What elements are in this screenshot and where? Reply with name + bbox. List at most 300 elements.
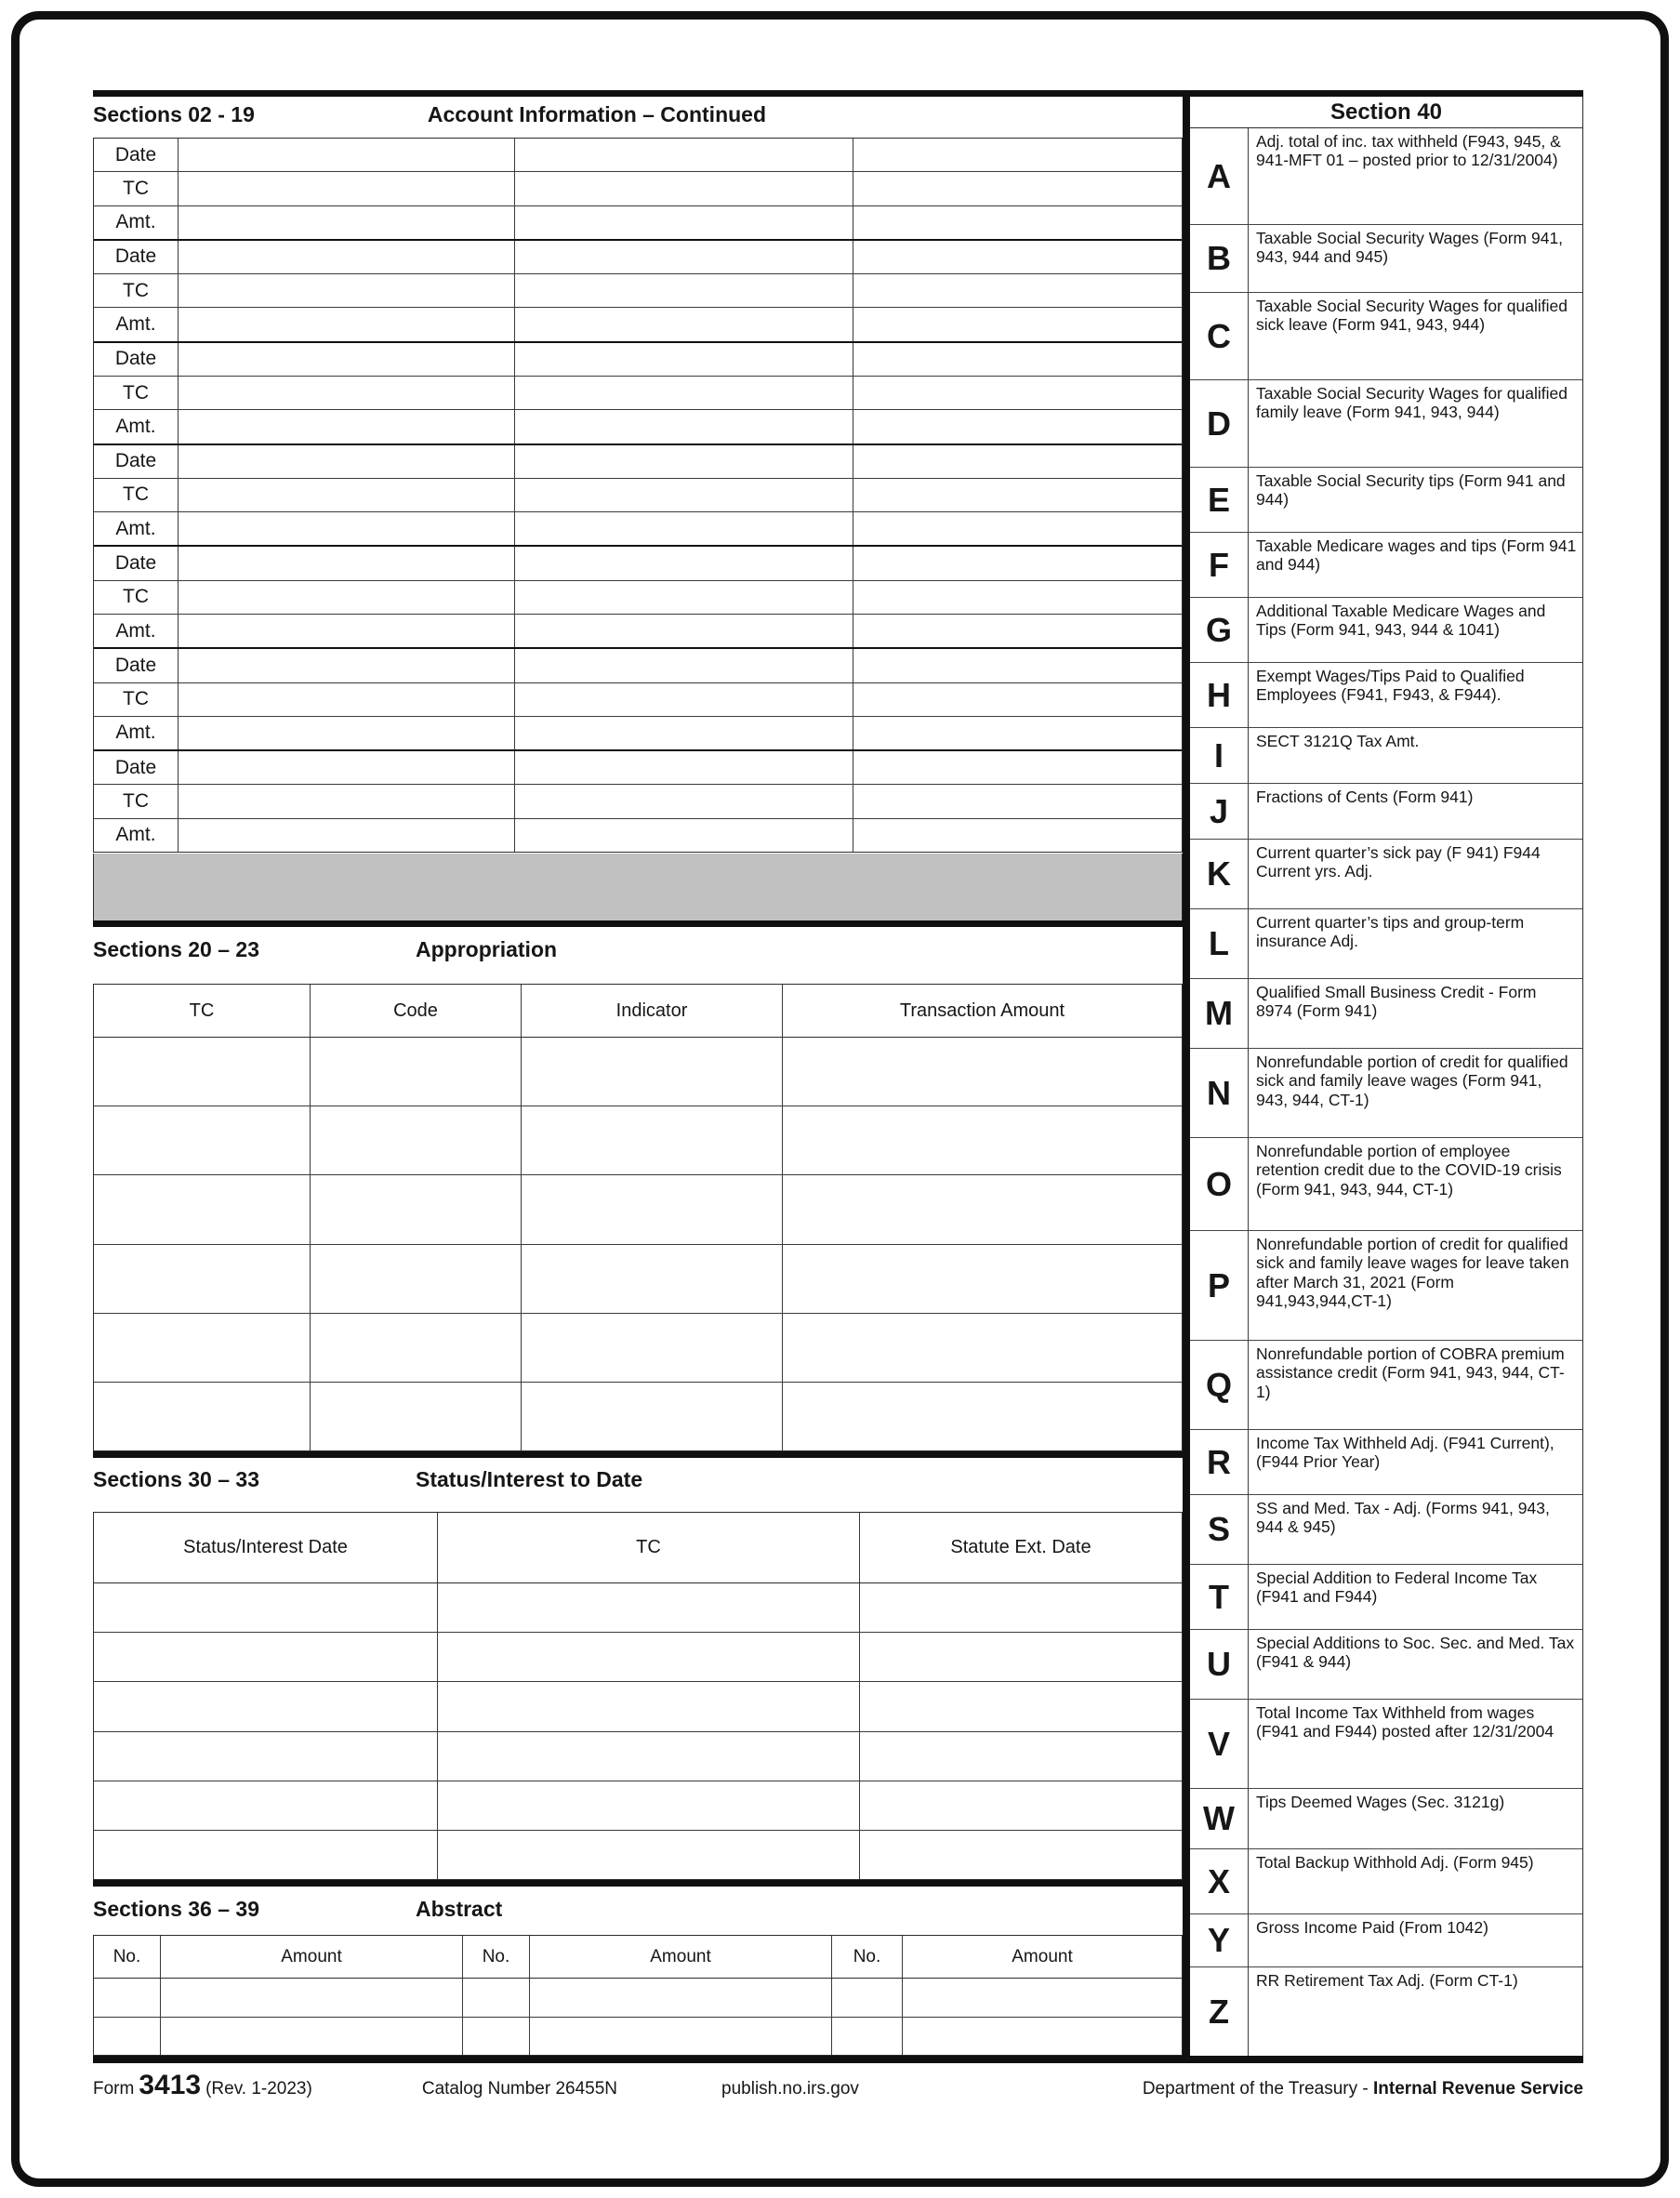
table-row — [94, 1175, 1182, 1244]
table-row — [94, 2018, 1182, 2056]
row-label: Amt. — [115, 619, 156, 642]
row-description: SS and Med. Tax - Adj. (Forms 941, 943, 944 & 945) — [1248, 1495, 1582, 1564]
table-row — [94, 547, 1182, 580]
row-letter: P — [1207, 1265, 1230, 1304]
section-40-title: Section 40 — [1190, 97, 1582, 128]
amt-cell — [853, 717, 1182, 749]
row-label: TC — [123, 688, 149, 710]
row-letter: Y — [1207, 1921, 1230, 1959]
date-cell — [514, 241, 853, 273]
row-letter: D — [1207, 404, 1231, 443]
date-cell — [853, 445, 1182, 478]
publish-website: publish.no.irs.gov — [721, 2079, 859, 2099]
transaction-amount-cell — [782, 1175, 1182, 1243]
amount-cell — [160, 2018, 462, 2056]
date-cell — [178, 139, 514, 171]
row-description: Exempt Wages/Tips Paid to Qualified Employees (F941, F943, & F944). — [1248, 663, 1582, 727]
amt-cell — [514, 717, 853, 749]
status-interest-date-cell — [94, 1633, 437, 1681]
row-letter: H — [1207, 675, 1231, 714]
sections-20-23-subtitle: Appropriation — [416, 937, 558, 961]
date-cell — [514, 751, 853, 784]
section-40-table — [1190, 97, 1583, 2056]
amt-cell — [178, 819, 514, 852]
transaction-amount-cell — [782, 1106, 1182, 1174]
row-letter: K — [1207, 854, 1231, 893]
no-cell — [94, 2018, 160, 2056]
no-cell — [831, 2018, 902, 2056]
tc-cell — [437, 1583, 859, 1632]
column-header: No. — [462, 1936, 529, 1978]
bottom-rule — [93, 2056, 1583, 2063]
row-description: Tips Deemed Wages (Sec. 3121g) — [1248, 1789, 1582, 1848]
row-letter: C — [1207, 316, 1231, 355]
row-letter: U — [1207, 1645, 1231, 1683]
amt-cell — [178, 512, 514, 545]
status-interest-header-row — [94, 1513, 1182, 1583]
row-letter: S — [1207, 1510, 1230, 1548]
table-row — [94, 172, 1182, 205]
row-description: Qualified Small Business Credit - Form 8974 (Form 941) — [1248, 979, 1582, 1048]
table-row — [94, 343, 1182, 377]
form-revision: (Rev. 1-2023) — [205, 2079, 312, 2099]
table-row — [94, 1979, 1182, 2018]
date-cell — [853, 241, 1182, 273]
row-label: TC — [123, 483, 149, 506]
row-label: Amt. — [115, 313, 156, 336]
column-header: Amount — [902, 1936, 1182, 1978]
column-header: No. — [112, 1946, 141, 1966]
section40-row — [1190, 1138, 1582, 1231]
table-row — [94, 274, 1182, 308]
row-letter: J — [1209, 791, 1229, 830]
row-label: Amt. — [115, 211, 156, 233]
tc-cell — [853, 377, 1182, 409]
row-description: Taxable Social Security Wages for qualified sick leave (Form 941, 943, 944) — [1248, 293, 1582, 379]
table-row — [94, 241, 1182, 274]
code-cell — [310, 1245, 521, 1313]
column-header: Status/Interest Date — [183, 1537, 348, 1557]
table-row — [94, 1245, 1182, 1314]
amt-cell — [853, 410, 1182, 443]
column-header: TC — [189, 1000, 215, 1021]
status-interest-date-cell — [94, 1732, 437, 1781]
amt-cell — [178, 308, 514, 340]
tc-cell — [437, 1682, 859, 1730]
row-label: TC — [123, 279, 149, 301]
row-label: TC — [123, 177, 149, 199]
status-interest-date-cell — [94, 1682, 437, 1730]
row-letter: G — [1205, 610, 1232, 649]
form-label: Form — [93, 2079, 135, 2099]
row-description: Special Additions to Soc. Sec. and Med. Tax (F941 & 944) — [1248, 1630, 1582, 1699]
no-cell — [462, 1979, 529, 2017]
table-row — [94, 139, 1182, 172]
amount-cell — [902, 2018, 1182, 2056]
amt-cell — [514, 206, 853, 239]
tc-cell — [437, 1732, 859, 1781]
table-row — [94, 1633, 1182, 1682]
section40-row — [1190, 979, 1582, 1049]
sections-36-39-title: Sections 36 – 39 — [93, 1897, 259, 1921]
tc-cell — [94, 1175, 310, 1243]
row-label: Amt. — [115, 824, 156, 846]
row-description: Taxable Social Security Wages (Form 941, 943, 944 and 945) — [1248, 225, 1582, 292]
row-label: Date — [114, 756, 157, 778]
sections-30-33-subtitle: Status/Interest to Date — [416, 1467, 643, 1491]
amt-cell — [514, 615, 853, 647]
tc-cell — [178, 479, 514, 511]
column-header: Amount — [529, 1936, 831, 1978]
row-letter: E — [1207, 480, 1230, 519]
table-row — [94, 1038, 1182, 1106]
abstract-table — [93, 1935, 1183, 2056]
row-letter: M — [1205, 994, 1233, 1032]
date-cell — [853, 343, 1182, 376]
sections-30-33-header — [93, 1467, 1183, 1492]
tc-cell — [437, 1831, 859, 1879]
row-description: Taxable Social Security Wages for qualified family leave (Form 941, 943, 944) — [1248, 380, 1582, 467]
agency-label: Internal Revenue Service — [1373, 2079, 1583, 2099]
row-letter: R — [1207, 1442, 1231, 1481]
transaction-amount-cell — [782, 1038, 1182, 1106]
row-label: Date — [114, 654, 157, 676]
amount-cell — [529, 2018, 831, 2056]
table-row — [94, 1831, 1182, 1879]
table-row — [94, 1781, 1182, 1831]
row-description: Current quarter’s sick pay (F 941) F944 Current yrs. Adj. — [1248, 840, 1582, 908]
form-number: 3413 — [139, 2070, 202, 2100]
table-row — [94, 751, 1182, 785]
indicator-cell — [521, 1175, 782, 1243]
statute-ext-date-cell — [859, 1682, 1182, 1730]
section-rule — [93, 1451, 1183, 1458]
section40-row — [1190, 225, 1582, 293]
date-cell — [853, 751, 1182, 784]
code-cell — [310, 1314, 521, 1382]
transaction-amount-cell — [782, 1383, 1182, 1450]
tc-cell — [853, 172, 1182, 205]
status-interest-table — [93, 1512, 1183, 1880]
row-letter: T — [1209, 1577, 1229, 1616]
tc-cell — [514, 479, 853, 511]
amt-cell — [853, 615, 1182, 647]
statute-ext-date-cell — [859, 1633, 1182, 1681]
column-header: Statute Ext. Date — [859, 1513, 1182, 1582]
row-letter: Q — [1205, 1365, 1232, 1404]
page-footer — [93, 2070, 1583, 2101]
table-row — [94, 479, 1182, 512]
column-header: TC — [437, 1513, 859, 1582]
amt-cell — [178, 615, 514, 647]
sections-36-39-subtitle: Abstract — [416, 1897, 503, 1921]
section40-row — [1190, 1914, 1582, 1967]
amt-cell — [514, 512, 853, 545]
date-cell — [178, 241, 514, 273]
column-header: Amount — [160, 1936, 462, 1978]
status-interest-date-cell — [94, 1781, 437, 1830]
tc-cell — [178, 785, 514, 817]
code-cell — [310, 1175, 521, 1243]
tc-cell — [437, 1633, 859, 1681]
column-header: Indicator — [521, 985, 782, 1037]
appropriation-header-row — [94, 985, 1182, 1038]
department-label — [1143, 2079, 1583, 2099]
row-label: Date — [114, 348, 157, 370]
amt-cell — [853, 819, 1182, 852]
table-row — [94, 512, 1182, 547]
section40-row — [1190, 380, 1582, 468]
amt-cell — [853, 512, 1182, 545]
code-cell — [310, 1383, 521, 1450]
row-description: Special Addition to Federal Income Tax (F941 and F944) — [1248, 1565, 1582, 1629]
table-row — [94, 683, 1182, 717]
row-description: Nonrefundable portion of credit for qualified sick and family leave wages (Form 941, 943, 944, CT-1) — [1248, 1049, 1582, 1137]
sections-20-23-title: Sections 20 – 23 — [93, 937, 259, 961]
row-letter: F — [1209, 545, 1229, 584]
amt-cell — [178, 717, 514, 749]
appropriation-table — [93, 984, 1183, 1451]
section40-row — [1190, 663, 1582, 728]
row-description: Taxable Medicare wages and tips (Form 941 and 944) — [1248, 533, 1582, 597]
amount-cell — [529, 1979, 831, 2017]
top-rule — [93, 90, 1583, 97]
amt-cell — [853, 308, 1182, 340]
code-cell — [310, 1106, 521, 1174]
section40-row — [1190, 840, 1582, 909]
statute-ext-date-cell — [859, 1583, 1182, 1632]
section40-row — [1190, 784, 1582, 840]
status-interest-date-cell — [94, 1583, 437, 1632]
table-row — [94, 377, 1182, 410]
row-description: Nonrefundable portion of employee retention credit due to the COVID-19 crisis (Form 941, 943, 944, CT-1) — [1248, 1138, 1582, 1230]
section40-row — [1190, 1967, 1582, 2056]
no-cell — [462, 2018, 529, 2056]
table-row — [94, 1383, 1182, 1450]
table-row — [94, 649, 1182, 682]
transaction-amount-cell — [782, 1314, 1182, 1382]
tc-cell — [853, 479, 1182, 511]
date-cell — [853, 547, 1182, 579]
table-row — [94, 410, 1182, 444]
indicator-cell — [521, 1383, 782, 1450]
column-header: Transaction Amount — [782, 985, 1182, 1037]
date-cell — [853, 139, 1182, 171]
transaction-amount-cell — [782, 1245, 1182, 1313]
tc-cell — [94, 1245, 310, 1313]
row-letter: O — [1205, 1164, 1232, 1203]
tc-cell — [94, 1038, 310, 1106]
tc-cell — [178, 581, 514, 614]
date-cell — [178, 547, 514, 579]
section40-row — [1190, 1700, 1582, 1789]
row-label: Amt. — [115, 722, 156, 744]
row-description: Adj. total of inc. tax withheld (F943, 945, & 941-MFT 01 – posted prior to 12/31/2004) — [1248, 128, 1582, 224]
row-label: Amt. — [115, 517, 156, 539]
tc-cell — [853, 683, 1182, 716]
table-row — [94, 1106, 1182, 1175]
table-row — [94, 445, 1182, 479]
date-cell — [178, 751, 514, 784]
row-letter: N — [1207, 1073, 1231, 1112]
indicator-cell — [521, 1314, 782, 1382]
date-cell — [514, 649, 853, 682]
section40-row — [1190, 1630, 1582, 1700]
sections-20-23-header — [93, 937, 1183, 962]
tc-cell — [178, 683, 514, 716]
table-row — [94, 1314, 1182, 1383]
table-row — [94, 615, 1182, 649]
tc-cell — [94, 1106, 310, 1174]
section40-row — [1190, 1789, 1582, 1849]
row-description: Nonrefundable portion of COBRA premium assistance credit (Form 941, 943, 944, CT-1) — [1248, 1341, 1582, 1429]
tc-cell — [514, 377, 853, 409]
amt-cell — [178, 206, 514, 239]
status-interest-date-cell — [94, 1831, 437, 1879]
row-description: SECT 3121Q Tax Amt. — [1248, 728, 1582, 783]
section40-row — [1190, 1495, 1582, 1565]
gray-separator-bar — [93, 854, 1183, 920]
section40-row — [1190, 1430, 1582, 1495]
tc-cell — [437, 1781, 859, 1830]
tc-cell — [514, 683, 853, 716]
row-letter: Z — [1209, 1992, 1229, 2031]
section40-row — [1190, 728, 1582, 784]
column-header: No. — [831, 1936, 902, 1978]
row-description: Taxable Social Security tips (Form 941 and 944) — [1248, 468, 1582, 532]
amt-cell — [178, 410, 514, 443]
no-cell — [94, 1979, 160, 2017]
row-label: Date — [114, 143, 157, 166]
sections-02-19-subtitle: Account Information – Continued — [427, 102, 767, 126]
row-label: Date — [114, 552, 157, 575]
code-cell — [310, 1038, 521, 1106]
statute-ext-date-cell — [859, 1781, 1182, 1830]
abstract-header-row — [94, 1936, 1182, 1979]
tc-cell — [178, 377, 514, 409]
tc-cell — [178, 274, 514, 307]
amt-cell — [514, 308, 853, 340]
tc-cell — [514, 274, 853, 307]
row-description: Fractions of Cents (Form 941) — [1248, 784, 1582, 839]
table-row — [94, 1682, 1182, 1731]
section40-row — [1190, 533, 1582, 598]
row-description: Total Income Tax Withheld from wages (F941 and F944) posted after 12/31/2004 — [1248, 1700, 1582, 1788]
account-information-table — [93, 138, 1183, 853]
column-header: Code — [310, 985, 521, 1037]
row-label: TC — [123, 789, 149, 812]
row-letter: V — [1207, 1724, 1230, 1763]
section40-row — [1190, 1231, 1582, 1341]
tc-cell — [514, 581, 853, 614]
row-letter: B — [1207, 239, 1231, 277]
section40-divider-rule — [1183, 90, 1190, 2063]
date-cell — [178, 649, 514, 682]
department-text: Department of the Treasury - — [1142, 2079, 1373, 2099]
row-description: Additional Taxable Medicare Wages and Tips (Form 941, 943, 944 & 1041) — [1248, 598, 1582, 662]
amt-cell — [853, 206, 1182, 239]
section40-row — [1190, 1565, 1582, 1630]
catalog-number: Catalog Number 26455N — [421, 2079, 618, 2099]
table-row — [94, 819, 1182, 852]
table-row — [94, 206, 1182, 241]
row-label: TC — [123, 586, 149, 608]
sections-02-19-header — [93, 102, 1183, 127]
section40-row — [1190, 598, 1582, 663]
indicator-cell — [521, 1038, 782, 1106]
row-description: Total Backup Withhold Adj. (Form 945) — [1248, 1849, 1582, 1913]
row-label: Date — [114, 245, 157, 268]
tc-cell — [178, 172, 514, 205]
row-letter: A — [1207, 156, 1231, 195]
tc-cell — [514, 172, 853, 205]
row-description: Gross Income Paid (From 1042) — [1248, 1914, 1582, 1966]
no-cell — [831, 1979, 902, 2017]
row-label: Amt. — [115, 415, 156, 437]
table-row — [94, 1732, 1182, 1781]
row-description: Current quarter’s tips and group-term insurance Adj. — [1248, 909, 1582, 978]
row-description: Income Tax Withheld Adj. (F941 Current), (F944 Prior Year) — [1248, 1430, 1582, 1494]
table-row — [94, 785, 1182, 818]
section-rule — [93, 920, 1183, 927]
amt-cell — [514, 819, 853, 852]
tc-cell — [853, 785, 1182, 817]
date-cell — [178, 445, 514, 478]
amount-cell — [160, 1979, 462, 2017]
table-row — [94, 1583, 1182, 1633]
date-cell — [514, 445, 853, 478]
section40-row — [1190, 1341, 1582, 1430]
amt-cell — [514, 410, 853, 443]
indicator-cell — [521, 1106, 782, 1174]
row-letter: W — [1203, 1799, 1235, 1837]
section40-row — [1190, 128, 1582, 225]
section40-row — [1190, 468, 1582, 533]
statute-ext-date-cell — [859, 1732, 1182, 1781]
date-cell — [514, 139, 853, 171]
row-description: RR Retirement Tax Adj. (Form CT-1) — [1248, 1967, 1582, 2056]
date-cell — [178, 343, 514, 376]
date-cell — [514, 547, 853, 579]
sections-02-19-title: Sections 02 - 19 — [93, 102, 255, 126]
amount-cell — [902, 1979, 1182, 2017]
section40-row — [1190, 909, 1582, 979]
sections-36-39-header — [93, 1897, 1183, 1922]
tc-cell — [94, 1383, 310, 1450]
tc-cell — [94, 1314, 310, 1382]
date-cell — [514, 343, 853, 376]
table-row — [94, 308, 1182, 342]
row-label: Date — [114, 450, 157, 472]
indicator-cell — [521, 1245, 782, 1313]
row-description: Nonrefundable portion of credit for qualified sick and family leave wages for leave taken after March 31, 2021 (Form 941,943,944,CT-1) — [1248, 1231, 1582, 1340]
date-cell — [853, 649, 1182, 682]
section40-row — [1190, 293, 1582, 380]
row-label: TC — [123, 381, 149, 404]
section40-row — [1190, 1849, 1582, 1914]
table-row — [94, 717, 1182, 751]
statute-ext-date-cell — [859, 1831, 1182, 1879]
section-rule — [93, 1880, 1183, 1887]
tc-cell — [514, 785, 853, 817]
row-letter: X — [1207, 1861, 1230, 1900]
sections-30-33-title: Sections 30 – 33 — [93, 1467, 259, 1491]
tc-cell — [853, 581, 1182, 614]
row-letter: I — [1213, 735, 1224, 775]
tc-cell — [853, 274, 1182, 307]
row-letter: L — [1209, 924, 1229, 962]
table-row — [94, 581, 1182, 615]
